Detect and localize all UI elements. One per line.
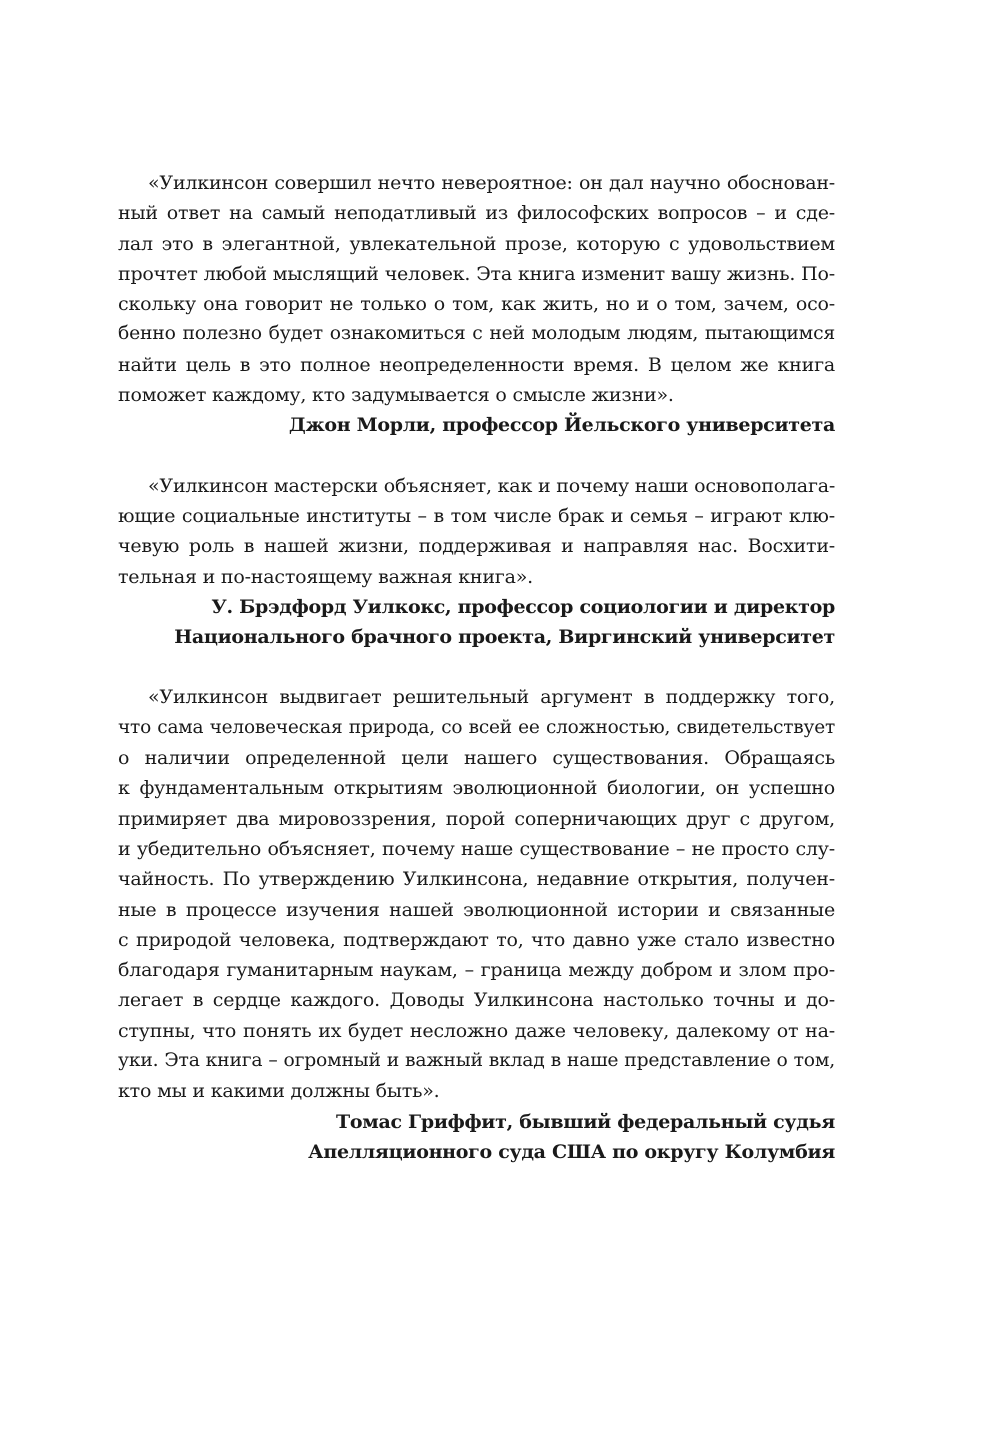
- quote-line: «Уилкинсон выдвигает решительный аргумент в поддержку того,: [148, 686, 835, 709]
- quote-line: ный ответ на самый неподатливый из философских вопросов – и сде-: [118, 202, 835, 225]
- attribution: [118, 410, 835, 440]
- quote-line: тельная и по-настоящему важная книга».: [118, 565, 533, 588]
- quote-text: [118, 168, 835, 410]
- quote-line: ступны, что понять их будет несложно даже человеку, далекому от на-: [118, 1019, 835, 1042]
- quote-line: кто мы и какими должны быть».: [118, 1080, 440, 1103]
- quote-line: о наличии определенной цели нашего существования. Обращаясь: [118, 747, 835, 770]
- quote-line: лал это в элегантной, увлекательной прозе, которую с удовольствием: [118, 232, 835, 255]
- quote-line: бенно полезно будет ознакомиться с ней молодым людям, пытающимся: [118, 323, 835, 345]
- quote-line: ные в процессе изучения нашей эволюционной истории и связанные: [118, 898, 835, 921]
- quote-line: «Уилкинсон мастерски объясняет, как и почему наши основополага-: [148, 474, 836, 497]
- attribution-line: Томас Гриффит, бывший федеральный судья: [336, 1110, 835, 1133]
- attribution-line: У. Брэдфорд Уилкокс, профессор социологии и директор: [211, 595, 835, 618]
- quote-line: чайность. По утверждению Уилкинсона, недавние открытия, получен-: [118, 868, 835, 891]
- quote-line: уки. Эта книга – огромный и важный вклад в наше представление о том,: [118, 1050, 835, 1072]
- quote-line: легает в сердце каждого. Доводы Уилкинсона настолько точны и до-: [118, 989, 835, 1012]
- blurb-morley: [118, 168, 835, 441]
- quote-text: [118, 682, 835, 1106]
- page-content: [118, 168, 835, 1167]
- blurb-griffith: [118, 682, 835, 1167]
- quote-line: прочтет любой мыслящий человек. Эта книга изменит вашу жизнь. По-: [118, 262, 835, 285]
- quote-line: что сама человеческая природа, со всей ее сложностью, свидетельствует: [118, 716, 835, 738]
- quote-line: скольку она говорит не только о том, как жить, но и о том, зачем, осо-: [118, 293, 835, 316]
- blurb-wilcox: [118, 471, 835, 653]
- quote-text: [118, 471, 835, 592]
- attribution-line: Апелляционного суда США по округу Колумбия: [308, 1140, 835, 1163]
- quote-line: с природой человека, подтверждают то, что давно уже стало известно: [118, 928, 835, 951]
- quote-line: примиряет два мировоззрения, порой соперничающих друг с другом,: [118, 807, 835, 830]
- quote-line: и убедительно объясняет, почему наше существование – не просто слу-: [118, 837, 835, 860]
- attribution-line: Национального брачного проекта, Виргинский университет: [174, 626, 835, 649]
- attribution-line: Джон Морли, профессор Йельского университета: [288, 414, 835, 437]
- quote-line: найти цель в это полное неопределенности время. В целом же книга: [118, 353, 835, 376]
- attribution: [118, 1107, 835, 1168]
- quote-line: поможет каждому, кто задумывается о смысле жизни».: [118, 384, 674, 407]
- quote-line: благодаря гуманитарным наукам, – граница между добром и злом про-: [118, 959, 835, 982]
- quote-line: к фундаментальным открытиям эволюционной биологии, он успешно: [118, 777, 835, 800]
- quote-line: чевую роль в нашей жизни, поддерживая и направляя нас. Восхити-: [118, 535, 835, 558]
- attribution: [118, 592, 835, 653]
- quote-line: «Уилкинсон совершил нечто невероятное: он дал научно обоснован-: [148, 172, 835, 194]
- quote-line: ющие социальные институты – в том числе брак и семья – играют клю-: [118, 504, 835, 527]
